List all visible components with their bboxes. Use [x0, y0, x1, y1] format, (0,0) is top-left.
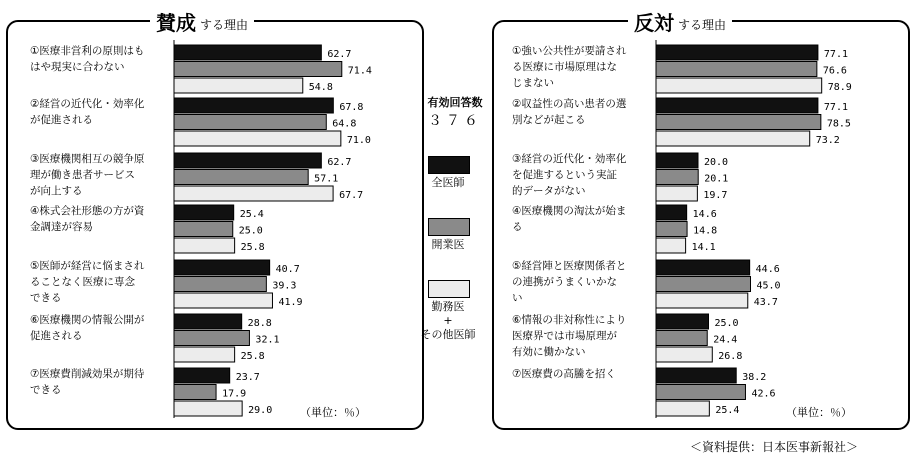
oppose-value-label: 45.0	[756, 280, 781, 292]
source-credit: ＜資料提供：日本医事新報社＞	[690, 440, 859, 454]
oppose-value-label: 77.1	[823, 49, 849, 60]
oppose-bar	[656, 131, 810, 146]
support-bar	[174, 401, 242, 416]
support-reason-label: ④株式会社形態の方が資 金調達が容易	[30, 205, 145, 233]
support-bar	[174, 62, 342, 77]
oppose-value-label: 76.6	[822, 65, 847, 77]
oppose-reason-label: ⑦医療費の高騰を招く	[512, 368, 616, 380]
support-value-label: 62.7	[327, 157, 352, 168]
oppose-bar	[656, 222, 687, 237]
support-bar	[174, 277, 266, 292]
legend-label: 開業医	[431, 238, 465, 251]
support-bar	[174, 314, 242, 329]
oppose-bar	[656, 170, 698, 185]
support-bar	[174, 186, 333, 201]
support-value-label: 32.1	[255, 334, 280, 346]
support-value-label: 54.8	[308, 82, 333, 93]
support-value-label: 40.7	[275, 264, 300, 275]
support-title: 賛成	[156, 11, 196, 35]
support-value-label: 67.7	[339, 190, 364, 201]
oppose-bar	[656, 293, 748, 308]
support-reason-label: ⑤医師が経営に悩まされ ることなく医療に専念 できる	[30, 260, 145, 304]
support-value-label: 39.3	[272, 280, 297, 292]
support-title-suffix: する理由	[200, 18, 249, 32]
support-value-label: 25.8	[240, 242, 265, 253]
oppose-bar	[656, 98, 818, 113]
support-bar	[174, 115, 326, 130]
oppose-bar	[656, 186, 697, 201]
oppose-bar	[656, 45, 818, 60]
oppose-bar	[656, 368, 736, 383]
support-value-label: 64.8	[332, 118, 357, 130]
support-value-label: 57.1	[314, 173, 339, 185]
oppose-reason-label: ②収益性の高い患者の選 別などが起こる	[512, 98, 627, 126]
oppose-value-label: 44.6	[755, 264, 780, 275]
oppose-value-label: 14.1	[691, 242, 716, 253]
oppose-bar	[656, 238, 686, 253]
support-reason-label: ⑦医療費削減効果が期待 できる	[30, 368, 145, 396]
legend-label: 全医師	[431, 176, 465, 189]
support-value-label: 28.8	[247, 318, 272, 329]
oppose-value-label: 14.8	[693, 225, 718, 237]
oppose-reason-label: ③経営の近代化・効率化 を促進するという実証 的データがない	[512, 153, 627, 197]
oppose-value-label: 78.9	[827, 82, 852, 93]
oppose-reason-label: ④医療機関の淘汰が始ま る	[512, 205, 627, 233]
support-value-label: 29.0	[248, 405, 273, 416]
oppose-title: 反対	[634, 11, 674, 35]
support-bar	[174, 347, 235, 362]
support-unit: （単位：％）	[300, 406, 366, 419]
oppose-value-label: 24.4	[713, 334, 738, 346]
oppose-bar	[656, 331, 707, 346]
support-value-label: 17.9	[222, 388, 247, 400]
oppose-value-label: 20.0	[704, 157, 729, 168]
oppose-value-label: 42.6	[751, 388, 776, 400]
oppose-value-label: 20.1	[704, 173, 729, 185]
support-bar	[174, 205, 234, 220]
support-value-label: 67.8	[339, 102, 364, 113]
support-bar	[174, 98, 333, 113]
support-value-label: 71.4	[347, 65, 372, 77]
oppose-bar	[656, 385, 745, 400]
support-value-label: 25.0	[238, 225, 263, 237]
oppose-unit: （単位：％）	[786, 406, 852, 419]
support-value-label: 23.7	[235, 372, 260, 383]
oppose-reason-label: ①強い公共性が要請され る医療に市場原理はな じまない	[512, 45, 627, 89]
oppose-bar	[656, 314, 709, 329]
support-bar	[174, 238, 235, 253]
oppose-bar	[656, 115, 821, 130]
oppose-value-label: 25.4	[715, 405, 740, 416]
oppose-bar	[656, 205, 687, 220]
support-bar	[174, 45, 321, 60]
oppose-title-suffix: する理由	[678, 18, 727, 32]
support-bar	[174, 170, 308, 185]
support-reason-label: ①医療非営利の原則はも はや現実に合わない	[30, 45, 145, 73]
support-bar	[174, 385, 216, 400]
support-bar	[174, 78, 303, 93]
support-reason-label: ②経営の近代化・効率化 が促進される	[30, 98, 145, 126]
support-value-label: 71.0	[346, 135, 371, 146]
oppose-value-label: 26.8	[718, 351, 743, 362]
respondents-value: ３７６	[428, 113, 482, 129]
oppose-value-label: 78.5	[826, 118, 851, 130]
support-bar	[174, 368, 230, 383]
support-bar	[174, 293, 272, 308]
support-reason-label: ⑥医療機関の情報公開が 促進される	[30, 314, 145, 342]
oppose-bar	[656, 260, 750, 275]
support-bar	[174, 260, 270, 275]
support-value-label: 25.4	[239, 209, 264, 220]
support-value-label: 25.8	[240, 351, 265, 362]
oppose-value-label: 38.2	[742, 372, 767, 383]
oppose-value-label: 43.7	[753, 297, 778, 308]
oppose-reason-label: ⑤経営陣と医療関係者と の連携がうまくいかな い	[512, 260, 627, 304]
oppose-value-label: 77.1	[823, 102, 849, 113]
support-value-label: 62.7	[327, 49, 352, 60]
respondents-label: 有効回答数	[427, 96, 483, 109]
support-bar	[174, 331, 249, 346]
support-value-label: 41.9	[278, 297, 303, 308]
oppose-value-label: 73.2	[815, 135, 840, 146]
oppose-value-label: 14.6	[692, 209, 717, 220]
oppose-bar	[656, 62, 817, 77]
oppose-bar	[656, 277, 751, 292]
oppose-bar	[656, 347, 712, 362]
oppose-value-label: 25.0	[714, 318, 739, 329]
support-reason-label: ③医療機関相互の競争原 理が働き患者サービス が向上する	[30, 153, 145, 197]
oppose-value-label: 19.7	[703, 190, 728, 201]
oppose-bar	[656, 401, 709, 416]
legend-label: 勤務医 + その他医師	[420, 300, 476, 341]
oppose-reason-label: ⑥情報の非対称性により 医療界では市場原理が 有効に働かない	[512, 314, 627, 358]
oppose-bar	[656, 153, 698, 168]
support-bar	[174, 131, 341, 146]
oppose-bar	[656, 78, 822, 93]
support-bar	[174, 222, 233, 237]
support-bar	[174, 153, 321, 168]
